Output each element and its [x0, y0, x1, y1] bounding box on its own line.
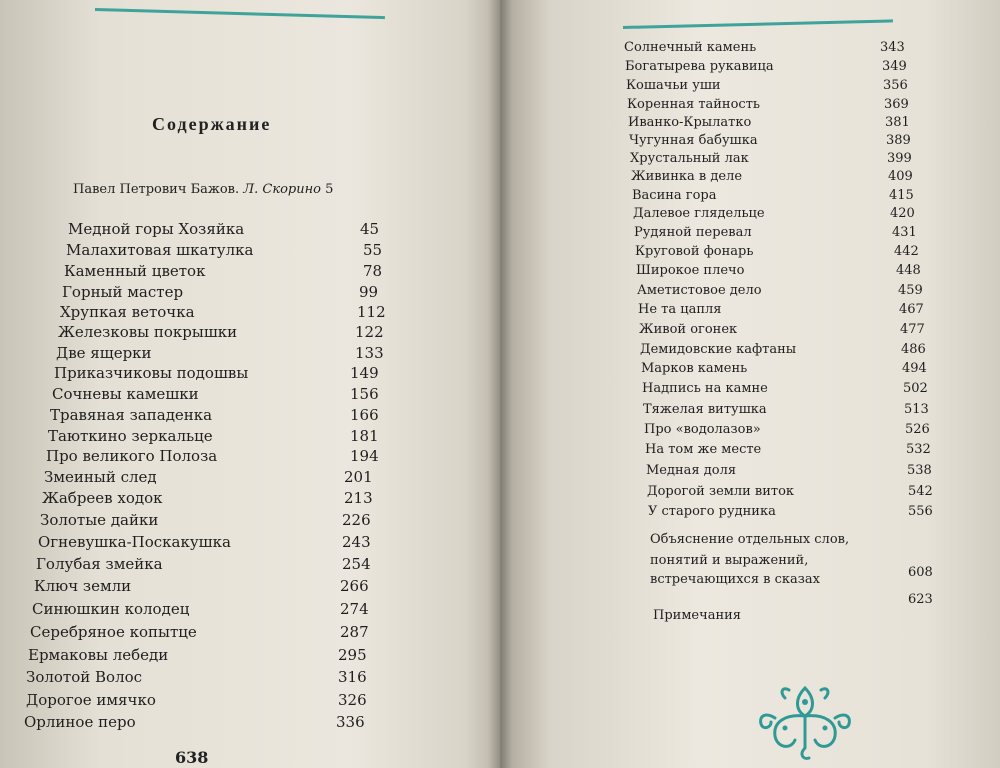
toc-entry-title: Золотые дайки	[40, 511, 159, 529]
toc-entry-page: 243	[342, 533, 371, 551]
toc-entry-title: Хрупкая веточка	[60, 303, 195, 321]
toc-entry-title: Демидовские кафтаны	[640, 342, 797, 357]
toc-entry-title: Про великого Полоза	[46, 447, 218, 465]
explanation-page: 608	[908, 565, 933, 580]
toc-entry	[26, 691, 378, 713]
toc-entry-page: 287	[340, 623, 369, 641]
toc-entry-page: 477	[900, 322, 925, 337]
toc-entry-title: Про «водолазов»	[644, 422, 761, 437]
toc-entry-title: Хрустальный лак	[630, 151, 749, 166]
toc-entry-page: 78	[363, 262, 383, 280]
toc-entry-title: Медной горы Хозяйка	[68, 220, 245, 238]
toc-entry-title: Железковы покрышки	[58, 323, 238, 341]
toc-entry	[58, 323, 395, 345]
toc-entry-title: Травяная западенка	[50, 406, 213, 424]
toc-entry-page: 420	[890, 206, 915, 221]
toc-entry-page: 254	[342, 555, 371, 573]
toc-entry-title: Кошачьи уши	[626, 78, 721, 93]
notes-title: Примечания	[653, 608, 742, 623]
toc-entry-title: Богатырева рукавица	[625, 59, 774, 74]
toc-entry-title: Две ящерки	[56, 344, 152, 362]
toc-entry-page: 532	[906, 442, 931, 457]
toc-entry	[646, 463, 947, 485]
toc-entry-page: 538	[907, 463, 932, 478]
toc-entry	[636, 263, 936, 285]
toc-entry-title: Надпись на камне	[642, 381, 768, 396]
toc-entry-title: Огневушка-Поскакушка	[38, 533, 231, 551]
toc-entry	[24, 713, 376, 735]
toc-entry-title: Жабреев ходок	[42, 489, 163, 507]
toc-entry-page: 356	[883, 78, 908, 93]
toc-entry-page: 526	[905, 422, 930, 437]
explanation-entry	[650, 530, 849, 590]
toc-entry-title: Серебряное копытце	[30, 623, 197, 641]
toc-entry-title: У старого рудника	[648, 504, 776, 519]
toc-entry-page: 326	[338, 691, 367, 709]
toc-entry-page: 409	[888, 169, 913, 184]
toc-entry	[42, 489, 384, 511]
toc-entry-title: Далевое глядельце	[633, 206, 765, 221]
toc-entry	[36, 555, 382, 577]
toc-entry-page: 556	[908, 504, 933, 519]
toc-entry-title: Живой огонек	[639, 322, 738, 337]
floral-ornament-icon	[755, 678, 855, 764]
toc-entry-page: 442	[894, 244, 919, 259]
toc-entry-title: Тяжелая витушка	[643, 402, 767, 417]
toc-entry	[56, 344, 395, 366]
essay-author: Л. Скорино	[243, 182, 321, 197]
explanation-line: встречающихся в сказах	[650, 572, 820, 587]
toc-entry-title: Голубая змейка	[36, 555, 163, 573]
toc-entry-title: Малахитовая шкатулка	[66, 241, 254, 259]
toc-entry	[32, 600, 380, 622]
toc-entry-page: 201	[344, 468, 373, 486]
toc-entry	[54, 364, 390, 386]
toc-entry	[30, 623, 380, 645]
toc-entry-page: 226	[342, 511, 371, 529]
toc-entry-page: 45	[360, 220, 380, 238]
toc-entry	[34, 577, 380, 599]
toc-entry-page: 415	[889, 188, 914, 203]
toc-entry-title: Васина гора	[632, 188, 717, 203]
toc-entry	[638, 302, 939, 324]
page-title: Содержание	[152, 114, 272, 134]
toc-entry-page: 166	[350, 406, 379, 424]
toc-entry-page: 502	[903, 381, 928, 396]
toc-entry-title: Ермаковы лебеди	[28, 646, 169, 664]
explanation-line: Объяснение отдельных слов,	[650, 532, 850, 547]
toc-entry-page: 431	[892, 225, 917, 240]
book-spine	[488, 0, 512, 768]
toc-entry	[639, 322, 940, 344]
toc-entry-title: Чугунная бабушка	[629, 133, 758, 148]
toc-entry-title: Орлиное перо	[24, 713, 136, 731]
toc-entry-page: 112	[357, 303, 386, 321]
toc-entry-page: 316	[338, 668, 367, 686]
toc-entry	[643, 402, 944, 424]
toc-entry-page: 266	[340, 577, 369, 595]
toc-entry	[648, 504, 948, 526]
toc-entry	[40, 511, 382, 533]
notes-page: 623	[908, 592, 933, 607]
toc-entry-title: Солнечный камень	[624, 40, 757, 55]
toc-entry-page: 513	[904, 402, 929, 417]
toc-entry-page: 122	[355, 323, 384, 341]
toc-entry-title: Круговой фонарь	[635, 244, 754, 259]
right-page	[500, 0, 1000, 768]
toc-entry-page: 381	[885, 115, 910, 130]
toc-entry-title: Медная доля	[646, 463, 737, 478]
toc-entry-page: 274	[340, 600, 369, 618]
toc-entry-title: Живинка в деле	[631, 169, 743, 184]
toc-entry	[28, 646, 378, 668]
toc-entry-title: Дорогой земли виток	[647, 484, 795, 499]
toc-entry	[64, 262, 403, 284]
toc-entry-title: Сочневы камешки	[52, 385, 199, 403]
toc-entry-page: 295	[338, 646, 367, 664]
toc-entry-title: Иванко-Крылатко	[628, 115, 752, 130]
toc-entry-title: Синюшкин колодец	[32, 600, 190, 618]
toc-entry	[26, 668, 378, 690]
toc-entry	[645, 442, 946, 464]
toc-entry-title: Змеиный след	[44, 468, 157, 486]
toc-entry	[647, 484, 948, 506]
toc-entry	[641, 361, 942, 383]
toc-entry-page: 389	[886, 133, 911, 148]
toc-entry-title: На том же месте	[645, 442, 762, 457]
toc-entry-page: 343	[880, 40, 905, 55]
toc-entry	[644, 422, 945, 444]
page-number: 638	[175, 748, 209, 767]
toc-entry-page: 55	[363, 241, 383, 259]
toc-entry	[46, 447, 390, 469]
toc-entry-page: 349	[882, 59, 907, 74]
toc-entry-title: Не та цапля	[638, 302, 722, 317]
toc-entry-page: 494	[902, 361, 927, 376]
toc-entry-title: Широкое плечо	[636, 263, 745, 278]
toc-entry-page: 336	[336, 713, 365, 731]
toc-entry-title: Ключ земли	[34, 577, 132, 595]
toc-entry-page: 448	[896, 263, 921, 278]
toc-entry-page: 194	[350, 447, 379, 465]
toc-entry-page: 149	[350, 364, 379, 382]
toc-entry-page: 156	[350, 385, 379, 403]
toc-entry-title: Аметистовое дело	[637, 283, 762, 298]
toc-entry-page: 486	[901, 342, 926, 357]
toc-entry	[38, 533, 382, 555]
toc-entry-page: 369	[884, 97, 909, 112]
toc-entry-page: 467	[899, 302, 924, 317]
toc-entry-page: 213	[344, 489, 373, 507]
toc-entry	[44, 468, 384, 490]
author-name: Павел Петрович Бажов.	[73, 182, 240, 197]
toc-entry	[68, 220, 400, 242]
toc-entry	[52, 385, 390, 407]
toc-entry	[60, 303, 397, 325]
toc-entry-title: Золотой Волос	[26, 668, 143, 686]
toc-entry-page: 99	[359, 283, 379, 301]
toc-entry	[48, 427, 390, 449]
toc-entry-page: 181	[350, 427, 379, 445]
toc-list-right	[500, 0, 1000, 768]
toc-entry-title: Дорогое имячко	[26, 691, 156, 709]
toc-entry-title: Таюткино зеркальце	[48, 427, 213, 445]
toc-entry	[62, 283, 399, 305]
author-page: 5	[325, 182, 334, 197]
toc-entry-title: Каменный цветок	[64, 262, 206, 280]
toc-entry-title: Приказчиковы подошвы	[54, 364, 249, 382]
toc-entry-title: Горный мастер	[62, 283, 184, 301]
toc-entry-page: 542	[908, 484, 933, 499]
toc-entry	[66, 241, 403, 263]
toc-entry-page: 133	[355, 344, 384, 362]
toc-entry	[642, 381, 943, 403]
explanation-line: понятий и выражений,	[650, 553, 809, 568]
toc-entry-page: 399	[887, 151, 912, 166]
toc-entry-title: Коренная тайность	[627, 97, 760, 112]
toc-entry	[50, 406, 390, 428]
toc-entry-title: Рудяной перевал	[634, 225, 752, 240]
toc-entry-title: Марков камень	[641, 361, 748, 376]
toc-entry-page: 459	[898, 283, 923, 298]
